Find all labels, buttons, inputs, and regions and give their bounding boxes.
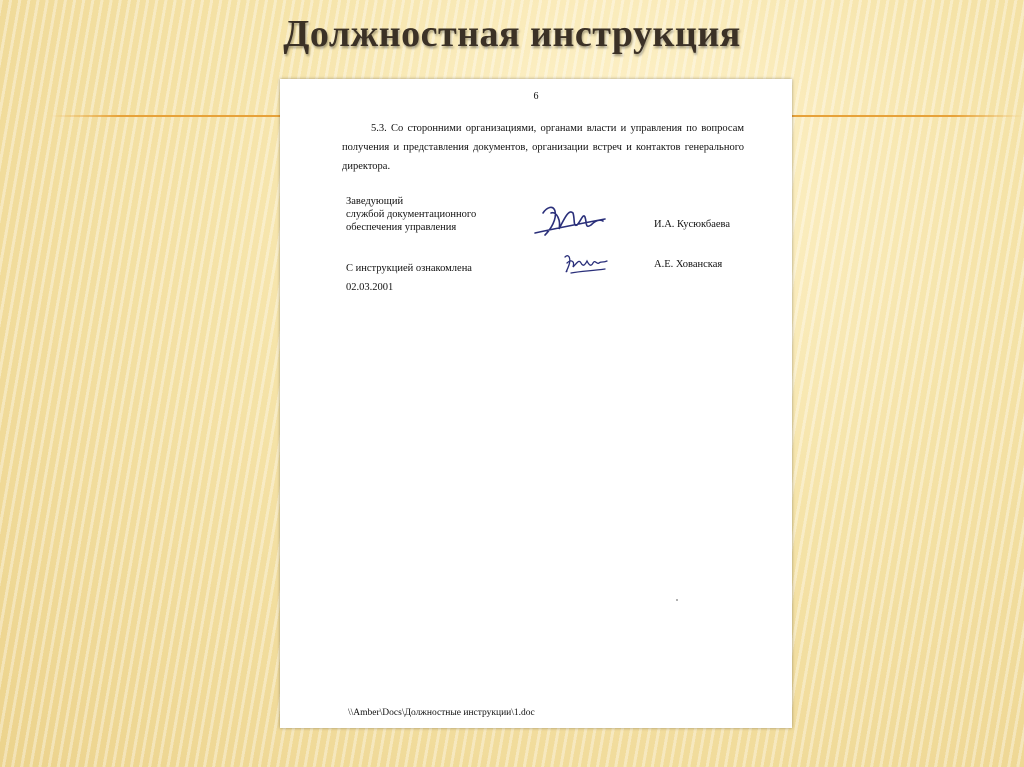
signature-kusyukbaeva — [533, 199, 607, 241]
footer-file-path: \\Amber\Docs\Должностные инструкции\1.doc — [348, 708, 535, 718]
document-page — [280, 79, 792, 728]
signer-position-line: обеспечения управления — [346, 222, 457, 233]
page-number: 6 — [533, 91, 539, 102]
accent-rule-left — [50, 115, 282, 117]
acknowledgement-block — [346, 259, 472, 297]
acknowledgement-name: А.Е. Хованская — [654, 259, 723, 270]
signer-position — [346, 195, 476, 234]
document-paragraph: 5.3. Со сторонними организациями, органами власти и управления по вопросам получения и представления документов, организации встреч и контактов генерального директора. — [342, 123, 744, 172]
signature-khovanskaya — [561, 249, 609, 279]
signer-position-line: Заведующий — [346, 196, 404, 207]
accent-rule-right — [792, 115, 1024, 117]
scan-speck — [676, 599, 678, 601]
signer-position-line: службой документационного — [346, 209, 477, 220]
acknowledgement-date: 02.03.2001 — [346, 282, 394, 293]
slide-title: Должностная инструкция — [283, 13, 741, 55]
signer-name: И.А. Кусюкбаева — [654, 219, 730, 230]
acknowledgement-text: С инструкцией ознакомлена — [346, 263, 472, 274]
